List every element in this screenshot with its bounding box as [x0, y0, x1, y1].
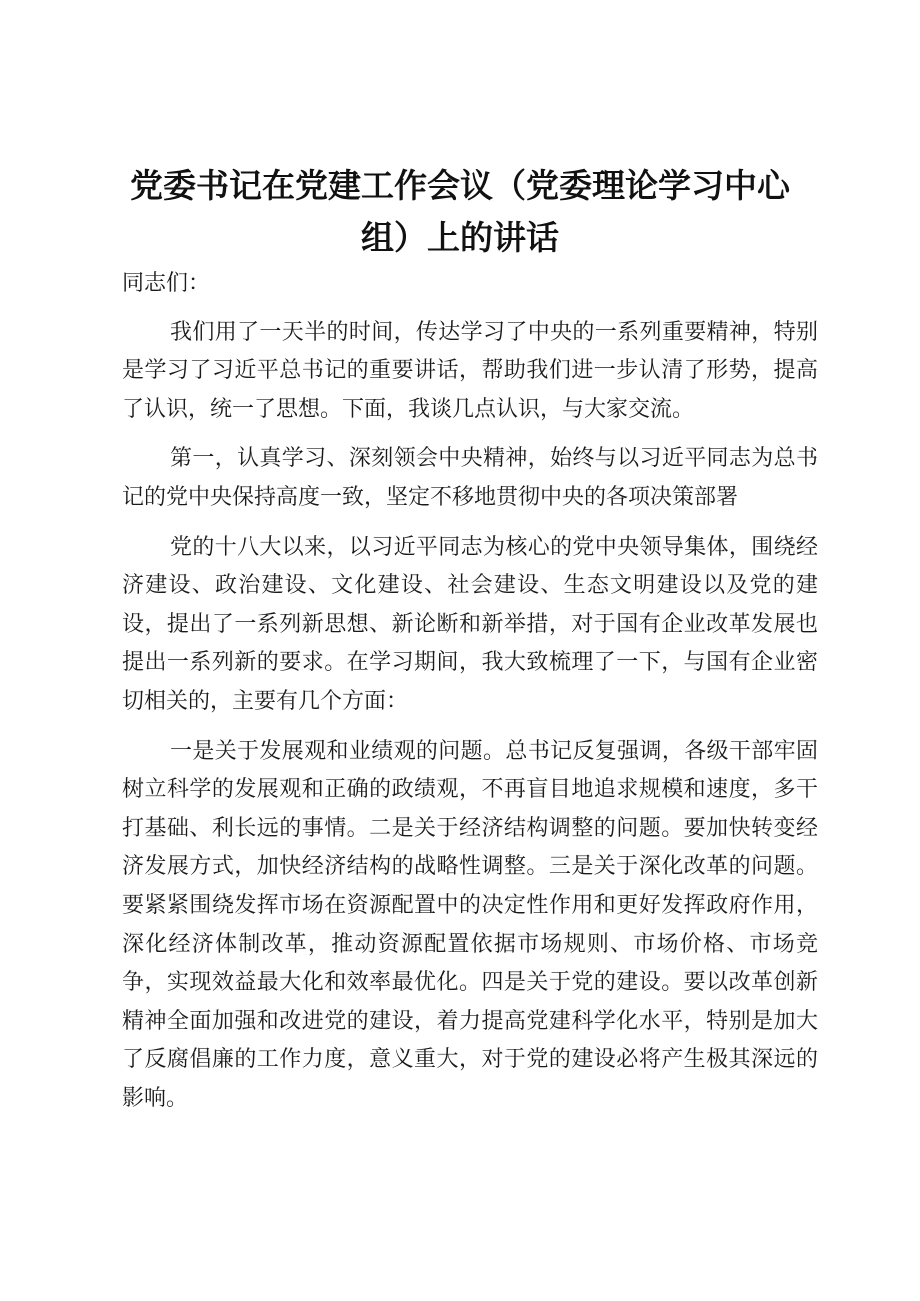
paragraph-section-heading: 第一，认真学习、深刻领会中央精神，始终与以习近平同志为总书记的党中央保持高度一致，坚定不移地贯彻中央的各项决策部署 [122, 446, 818, 510]
paragraph-key-points: 一是关于发展观和业绩观的问题。总书记反复强调，各级干部牢固树立科学的发展观和正确的政绩观，不再盲目地追求规模和速度，多干打基础、利长远的事情。二是关于经济结构调整的问题。要加快转变经济发展方式，加快经济结构的战略性调整。三是关于深化改革的问题。要紧紧围绕发挥市场在资源配置中的决定性作用和更好发挥政府作用，深化经济体制改革，推动资源配置依据市场规则、市场价格、市场竞争，实现效益最大化和效率最优化。四是关于党的建设。要以改革创新精神全面加强和改进党的建设，着力提高党建科学化水平，特别是加大了反腐倡廉的工作力度，意义重大，对于党的建设必将产生极其深远的影响。 [122, 738, 818, 1111]
title-line-2: 组）上的讲话 [361, 218, 559, 257]
title-line-1: 党委书记在党建工作会议（党委理论学习中心 [130, 166, 790, 205]
paragraph-intro: 我们用了一天半的时间，传达学习了中央的一系列重要精神，特别是学习了习近平总书记的重要讲话，帮助我们进一步认清了形势，提高了认识，统一了思想。下面，我谈几点认识，与大家交流。 [122, 319, 818, 422]
greeting: 同志们： [122, 271, 211, 296]
document-title [120, 160, 800, 264]
document-body [122, 265, 818, 1129]
paragraph-background: 党的十八大以来，以习近平同志为核心的党中央领导集体，围绕经济建设、政治建设、文化建设、社会建设、生态文明建设以及党的建设，提出了一系列新思想、新论断和新举措，对于国有企业改革发展也提出一系列新的要求。在学习期间，我大致梳理了一下，与国有企业密切相关的，主要有几个方面： [122, 534, 818, 714]
